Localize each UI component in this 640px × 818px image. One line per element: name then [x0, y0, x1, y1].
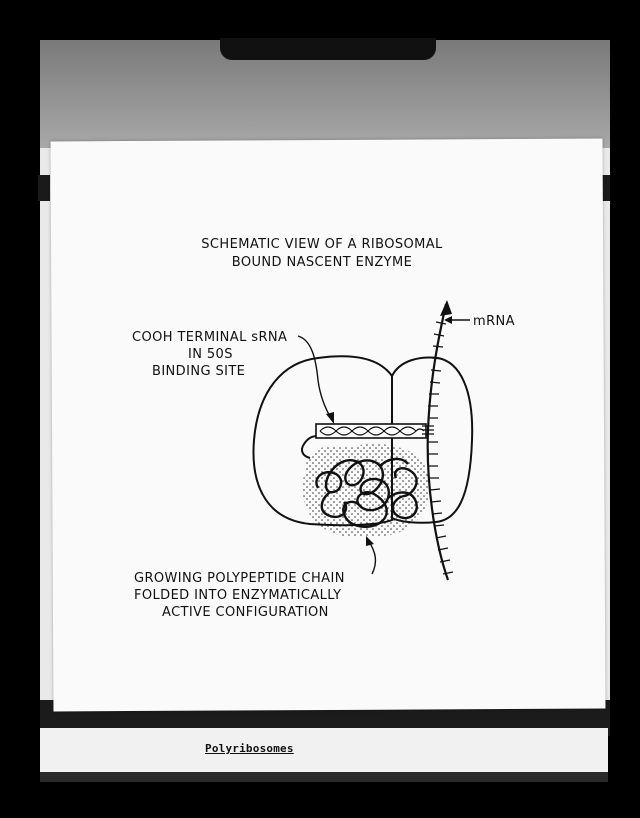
- srna-leader: [298, 336, 332, 420]
- srna-leader-arrow: [326, 412, 334, 424]
- diagram-title-line2: BOUND NASCENT ENZYME: [231, 255, 413, 270]
- chain-leader-arrow: [366, 536, 374, 546]
- chain-label-line1: GROWING POLYPEPTIDE CHAIN: [134, 571, 345, 586]
- diagram-title-line1: SCHEMATIC VIEW OF A RIBOSOMAL: [201, 237, 443, 252]
- srna-label-line2: IN 50S: [188, 347, 233, 362]
- mrna-leader-arrow: [444, 316, 452, 324]
- mrna-label: mRNA: [473, 314, 515, 329]
- caption-text: Polyribosomes: [205, 742, 294, 755]
- mrna-ticks: [428, 322, 453, 574]
- mrna-arrowhead: [440, 300, 452, 316]
- srna-label-line1: COOH TERMINAL sRNA: [132, 330, 288, 345]
- srna-label-line3: BINDING SITE: [152, 364, 246, 379]
- srna-bar: [316, 424, 426, 438]
- chain-label-line3: ACTIVE CONFIGURATION: [162, 605, 329, 620]
- chain-label-line2: FOLDED INTO ENZYMATICALLY: [134, 588, 342, 603]
